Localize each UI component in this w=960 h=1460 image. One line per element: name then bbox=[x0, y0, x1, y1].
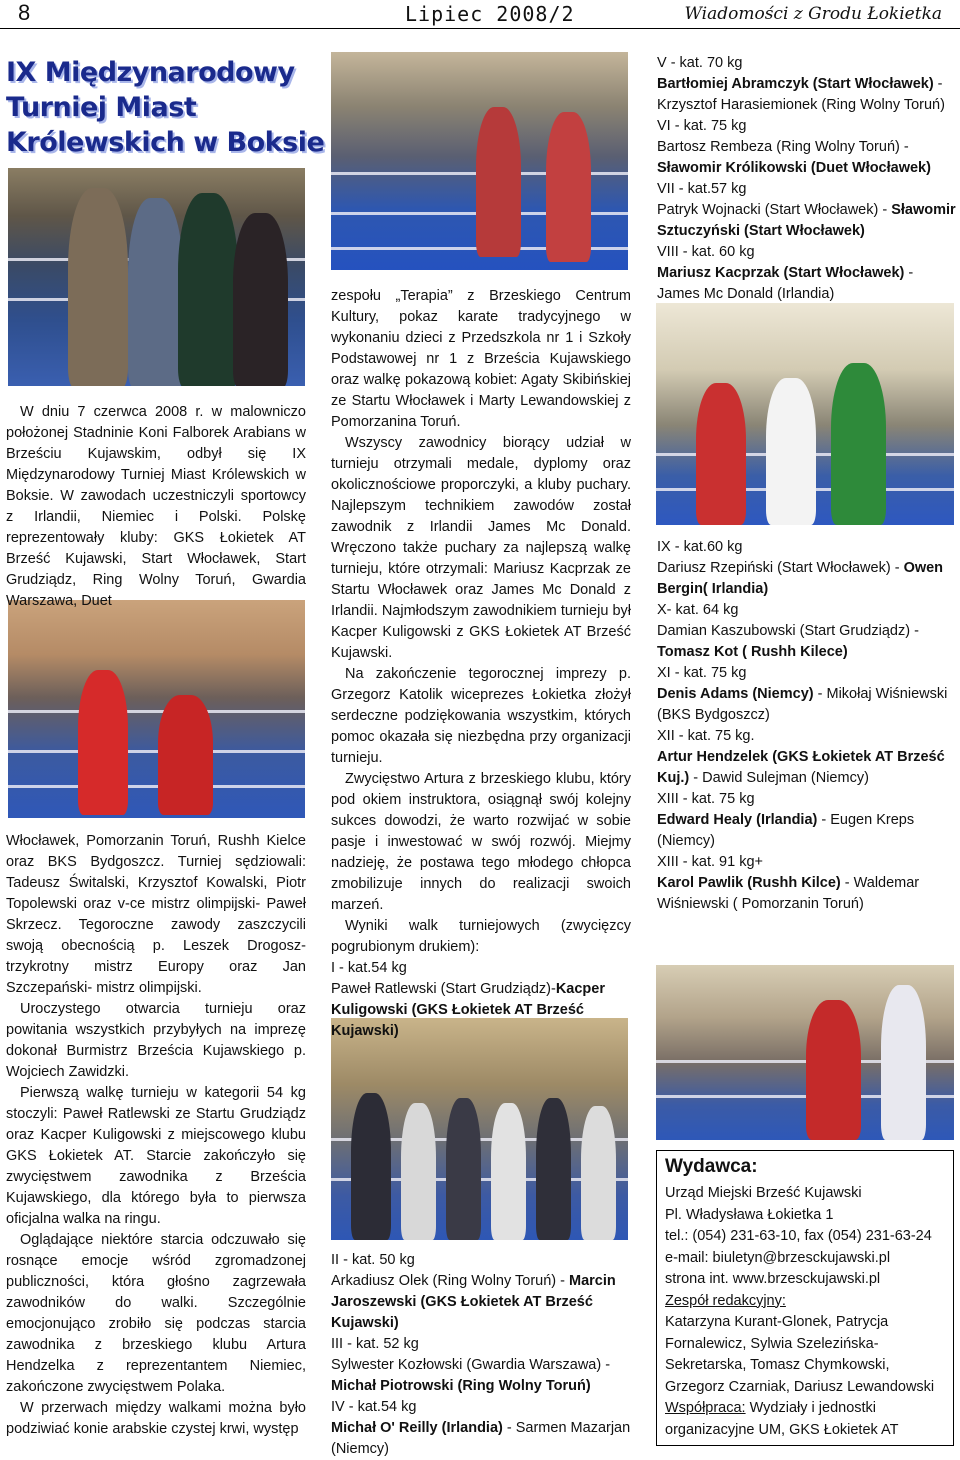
result-entry bbox=[657, 53, 957, 116]
publisher-website: strona int. www.brzesckujawski.pl bbox=[665, 1271, 881, 1287]
result-entry bbox=[657, 663, 957, 726]
result-category: XIII - kat. 75 kg bbox=[657, 791, 755, 807]
result-entry bbox=[331, 958, 631, 1042]
publisher-phone: tel.: (054) 231-63-10, fax (054) 231-63-24 bbox=[665, 1228, 932, 1244]
page-header bbox=[0, 0, 960, 30]
result-loser: Damian Kaszubowski (Start Grudziądz) - bbox=[657, 623, 919, 639]
result-category: II - kat. 50 kg bbox=[331, 1252, 415, 1268]
result-category: VII - kat.57 kg bbox=[657, 181, 747, 197]
result-winner: Tomasz Kot ( Rushh Kilece) bbox=[657, 644, 848, 660]
result-category: I - kat.54 kg bbox=[331, 960, 407, 976]
result-loser: Dariusz Rzepiński (Start Włocławek) - bbox=[657, 560, 904, 576]
ring-bout-photo bbox=[331, 52, 628, 270]
result-entry bbox=[657, 116, 957, 179]
result-loser: - Waldemar Wiśniewski ( Pomorzanin Toruń) bbox=[657, 875, 920, 912]
result-winner: Marcin Jaroszewski (GKS Łokietek AT Brześć Kujawski) bbox=[331, 1273, 616, 1331]
cooperation-label: Współpraca: bbox=[665, 1400, 746, 1416]
result-loser: Arkadiusz Olek (Ring Wolny Toruń) - bbox=[331, 1273, 569, 1289]
cooperation bbox=[665, 1398, 945, 1441]
result-winner: Michał O' Reilly (Irlandia) bbox=[331, 1420, 503, 1436]
publisher-name: Urząd Miejski Brześć Kujawski bbox=[665, 1185, 862, 1201]
winner-photo bbox=[656, 303, 954, 525]
result-loser: Patryk Wojnacki (Start Włocławek) - bbox=[657, 202, 892, 218]
result-winner: Karol Pawlik (Rushh Kilce) bbox=[657, 875, 841, 891]
result-category: III - kat. 52 kg bbox=[331, 1336, 419, 1352]
result-category: XIII - kat. 91 kg+ bbox=[657, 854, 763, 870]
page-number: 8 bbox=[18, 0, 31, 25]
result-winner: Owen Bergin( Irlandia) bbox=[657, 560, 944, 597]
result-entry bbox=[331, 1250, 631, 1334]
result-entry bbox=[657, 789, 957, 852]
article-paragraph: Wszyscy zawodnicy biorący udział w turnieju otrzymali medale, dyplomy oraz okolicznościowe proporczyki, a kluby puchary. Najlepszym technikiem zawodów został zawodnik z Irlandii James Mc Donald. Wręczono także puchary za najlepszą walkę turnieju, które otrzymali: Mariusz Kacprzak ze Startu Włocławek oraz James Mc Donald z Irlandii. Najmłodszym zawodnikiem turnieju był Kacper Kuligowski z GKS Łokietek AT Brześć Kujawski. bbox=[331, 435, 631, 661]
result-loser: - Sarmen Mazarjan (Niemcy) bbox=[331, 1420, 631, 1457]
article-paragraph: W przerwach między walkami można było podziwiać konie arabskie czystej krwi, występ bbox=[6, 1400, 306, 1437]
result-entry bbox=[331, 1397, 631, 1460]
result-winner: Michał Piotrowski (Ring Wolny Toruń) bbox=[331, 1378, 591, 1394]
editorial-team-label: Zespół redakcyjny: bbox=[665, 1292, 786, 1309]
result-loser: Paweł Ratlewski (Start Grudziądz)- bbox=[331, 981, 556, 997]
article-paragraph: Oglądające niektóre starcia odczuwało się rosnące emocje wśród zgromadzonej publiczności, która głośno zagrzewała zawodników do walki. Szczególnie emocjonująco zrobiło się podczas starcia zawodnika z brzeskiego klubu Artura Hendzelka z reprezentantem Niemiec, zakończone zwycięstwem Polaka. bbox=[6, 1232, 306, 1395]
result-loser: - Dawid Sulejman (Niemcy) bbox=[689, 770, 869, 786]
article-title: IX Międzynarodowy Turniej Miast Królewskich w Boksie bbox=[6, 57, 325, 158]
result-winner: Sławomir Królikowski (Duet Włocławek) bbox=[657, 160, 931, 176]
result-category: XII - kat. 75 kg. bbox=[657, 728, 755, 744]
result-category: X- kat. 64 kg bbox=[657, 602, 739, 618]
publisher-email: e-mail: biuletyn@brzesckujawski.pl bbox=[665, 1249, 891, 1266]
result-winner: Bartłomiej Abramczyk (Start Włocławek) bbox=[657, 76, 934, 92]
article-column-1a bbox=[6, 402, 306, 612]
article-paragraph: zespołu „Terapia” z Brzeskiego Centrum Kultury, pokaz karate tradycyjnego w wykonaniu dzieci z Przedszkola nr 1 i Szkoły Podstawowej nr 1 z Brześcia Kujawskiego oraz walkę pokazową kobiet: Agaty Skibińskiej ze Startu Włocławek i Marty Lewandowskiej z Pomorzanina Toruń. bbox=[331, 288, 631, 430]
article-paragraph: Na zakończenie tegorocznej imprezy p. Grzegorz Katolik wiceprezes Łokietka złożył serdeczne podziękowania wszystkim, których pomoc okazała się niezbędna przy organizacji turnieju. bbox=[331, 666, 631, 766]
result-loser: - Eugen Kreps (Niemcy) bbox=[657, 812, 915, 849]
result-loser: - Mikołaj Wiśniewski (BKS Bydgoszcz) bbox=[657, 686, 948, 723]
editorial-team: Katarzyna Kurant-Glonek, Patrycja Fornalewicz, Sylwia Szelezińska-Sekretarska, Tomasz Chymkowski, Grzegorz Czarniak, Dariusz Lewandowski bbox=[665, 1314, 935, 1395]
cooperation-text: Wydziały i jednostki organizacyjne UM, GKS Łokietek AT bbox=[665, 1400, 899, 1438]
result-category: VIII - kat. 60 kg bbox=[657, 244, 755, 260]
article-paragraph: Uroczystego otwarcia turnieju oraz powitania wszystkich przybyłych na imprezę dokonał Burmistrz Brześcia Kujawskiego p. Wojciech Zawidzki. bbox=[6, 1001, 306, 1080]
article-column-2a bbox=[331, 286, 631, 1042]
publication-name: Wiadomości z Grodu Łokietka bbox=[684, 4, 942, 24]
results-column-3a bbox=[657, 53, 957, 305]
result-loser: Bartosz Rembeza (Ring Wolny Toruń) - bbox=[657, 139, 909, 155]
group-photo bbox=[331, 1018, 628, 1240]
article-paragraph: Pierwszą walkę turnieju w kategorii 54 kg stoczyli: Paweł Ratlewski ze Startu Grudziądz oraz Kacper Kuligowski z miejscowego klubu GKS Łokietek AT. Starcie zakończyło się zwycięstwem zawodnika z Brześcia Kujawskiego, dla którego była to pierwsza oficjalna walka na ringu. bbox=[6, 1085, 306, 1227]
result-winner: Edward Healy (Irlandia) bbox=[657, 812, 818, 828]
result-loser: Sylwester Kozłowski (Gwardia Warszawa) - bbox=[331, 1357, 611, 1373]
result-winner: Kacper Kuligowski (GKS Łokietek AT Brześć Kujawski) bbox=[331, 981, 605, 1039]
result-entry bbox=[657, 242, 957, 305]
result-loser: - Krzysztof Harasiemionek (Ring Wolny Toruń) bbox=[657, 76, 945, 113]
result-category: IX - kat.60 kg bbox=[657, 539, 743, 555]
result-entry bbox=[657, 600, 957, 663]
article-paragraph: W dniu 7 czerwca 2008 r. w malowniczo położonej Stadninie Koni Falborek Arabians w Brześciu Kujawskim, odbył się IX Międzynarodowy Turniej Miast Królewskich w Boksie. W zawodach uczestniczyli sportowcy z Irlandii, Niemiec i Polski. Polskę reprezentowały kluby: GKS Łokietek AT Brześć Kujawski, Start Włocławek, Start Grudziądz, Ring Wolny Toruń, Gwardia Warszawa, Duet bbox=[6, 404, 306, 609]
result-category: VI - kat. 75 kg bbox=[657, 118, 747, 134]
article-column-1b bbox=[6, 831, 306, 1440]
article-paragraph: Włocławek, Pomorzanin Toruń, Rushh Kielce oraz BKS Bydgoszcz. Turniej sędziowali: Tadeusz Świtalski, Krzysztof Kowalski, Piotr Topolewski oraz v-ce mistrz olimpijski- Paweł Skrzecz. Tegoroczne zawody zaszczycili swoją obecnością p. Leszek Drogosz- trzykrotny mistrz Europy oraz Jan Szczepański- mistrz olimpijski. bbox=[6, 833, 306, 996]
result-entry bbox=[657, 179, 957, 242]
result-category: XI - kat. 75 kg bbox=[657, 665, 747, 681]
ceremony-photo bbox=[8, 168, 305, 386]
header-rule bbox=[0, 28, 960, 29]
results-column-3b bbox=[657, 537, 957, 915]
issue-date: Lipiec 2008/2 bbox=[405, 2, 575, 26]
result-category: V - kat. 70 kg bbox=[657, 55, 743, 71]
result-winner: Sławomir Sztuczyński (Start Włocławek) bbox=[657, 202, 956, 239]
article-column-2b bbox=[331, 1250, 631, 1460]
article-paragraph: Zwycięstwo Artura z brzeskiego klubu, który pod okiem instruktora, osiągnął swój kolejny sukces dowodzi, że warto rozwijać w sobie pasje i inwestować w swój rozwój. Miejmy nadzieję, że postawa tego młodego chłopca zmobilizuje innych do realizacji swoich marzeń. bbox=[331, 771, 631, 913]
boxing-bout-photo bbox=[8, 600, 305, 818]
result-winner: Artur Hendzelek (GKS Łokietek AT Brześć Kuj.) bbox=[657, 749, 945, 786]
bout-photo bbox=[656, 965, 954, 1140]
result-category: IV - kat.54 kg bbox=[331, 1399, 417, 1415]
article-paragraph: Wyniki walk turniejowych (zwycięzcy pogrubionym drukiem): bbox=[331, 918, 631, 955]
result-winner: Mariusz Kacprzak (Start Włocławek) bbox=[657, 265, 905, 281]
result-loser: - James Mc Donald (Irlandia) bbox=[657, 265, 914, 302]
result-entry bbox=[657, 726, 957, 789]
result-entry bbox=[657, 537, 957, 600]
publisher-heading: Wydawca: bbox=[665, 1156, 758, 1177]
result-winner: Denis Adams (Niemcy) bbox=[657, 686, 814, 702]
result-entry bbox=[331, 1334, 631, 1397]
publisher-address: Pl. Władysława Łokietka 1 bbox=[665, 1206, 834, 1223]
result-entry bbox=[657, 852, 957, 915]
publisher-box bbox=[656, 1150, 954, 1446]
